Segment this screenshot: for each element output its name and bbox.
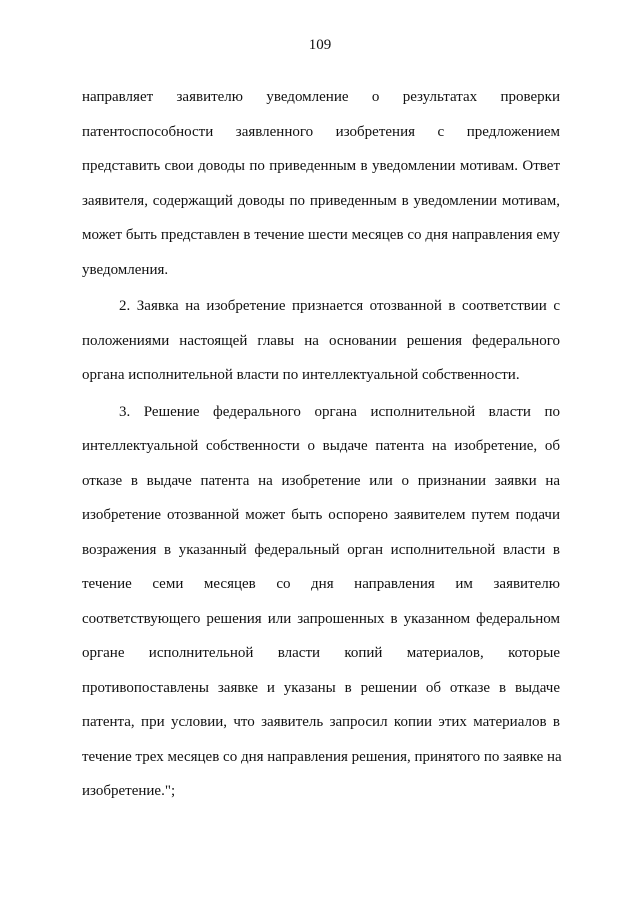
text-line: изобретение отозванной может быть оспорено заявителем путем подачи [82, 507, 560, 523]
text-line: 2. Заявка на изобретение признается отозванной в соответствии с [119, 298, 560, 314]
text-line: патента, при условии, что заявитель запросил копии этих материалов в [82, 714, 560, 730]
text-line: соответствующего решения или запрошенных в указанном федеральном [82, 610, 560, 627]
paragraph-1 [82, 80, 560, 287]
text-line: патентоспособности заявленного изобретения с предложением [82, 123, 560, 140]
text-line: интеллектуальной собственности о выдаче патента на изобретение, об [82, 438, 560, 454]
paragraph-2 [82, 289, 560, 393]
text-line: изобретение."; [82, 783, 176, 799]
text-line: положениями настоящей главы на основании решения федерального [82, 332, 560, 349]
text-line: 3. Решение федерального органа исполнительной власти по [119, 403, 560, 420]
text-line: может быть представлен в течение шести месяцев со дня направления ему [82, 227, 560, 243]
document-body [82, 80, 560, 809]
text-line: представить свои доводы по приведенным в уведомлении мотивам. Ответ [82, 158, 560, 174]
text-line: уведомления. [82, 261, 169, 278]
text-line: направляет заявителю уведомление о результатах проверки [82, 89, 560, 105]
page-number: 109 [308, 37, 332, 53]
text-line: органе исполнительной власти копий материалов, которые [82, 645, 560, 661]
text-line: течение трех месяцев со дня направления решения, принятого по заявке на [82, 748, 562, 765]
paragraph-3 [82, 395, 560, 809]
text-line: органа исполнительной власти по интеллектуальной собственности. [82, 367, 520, 383]
text-line: возражения в указанный федеральный орган исполнительной власти в [82, 541, 560, 558]
text-line: течение семи месяцев со дня направления им заявителю [82, 576, 560, 592]
text-line: противопоставлены заявке и указаны в решении об отказе в выдаче [82, 679, 560, 696]
text-line: заявителя, содержащий доводы по приведенным в уведомлении мотивам, [82, 192, 560, 209]
text-line: отказе в выдаче патента на изобретение или о признании заявки на [82, 472, 560, 489]
